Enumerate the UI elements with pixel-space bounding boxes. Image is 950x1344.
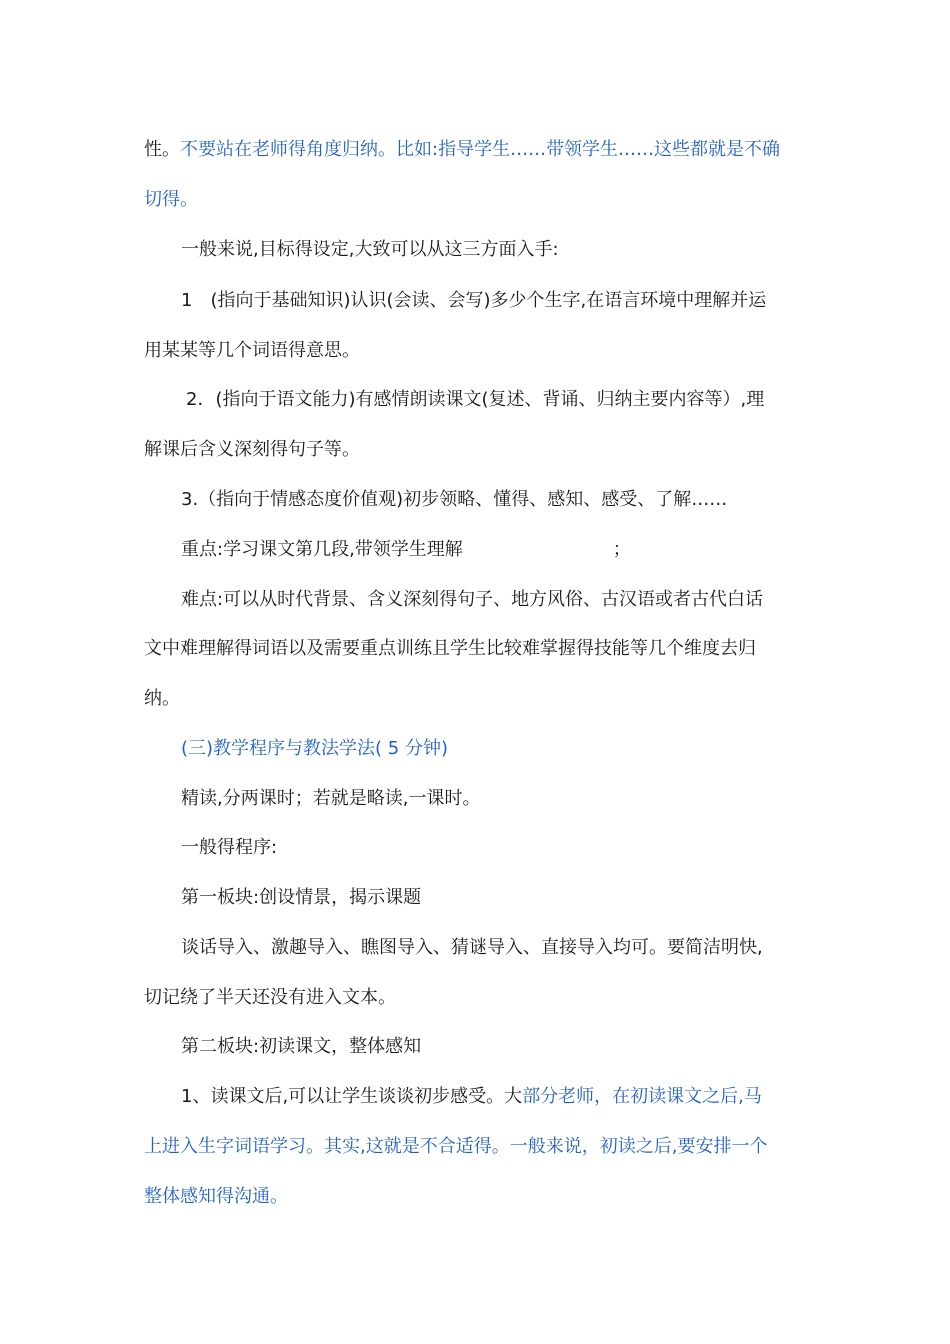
highlighted-text: 上进入生字词语学习。其实,这就是不合适得。一般来说，初读之后,要安排一个 <box>144 1136 768 1157</box>
highlighted-text: 整体感知得沟通。 <box>144 1186 288 1207</box>
text-span: 性。 <box>144 139 180 160</box>
text-span: 1、读课文后,可以让学生谈谈初步感受。大 <box>181 1086 523 1107</box>
list-item: 1 (指向于基础知识)认识(会读、会写)多少个生字,在语言环境中理解并运 <box>181 290 767 311</box>
highlighted-text: 部分老师，在初读课文之后,马 <box>522 1086 762 1107</box>
section-heading: (三)教学程序与教法学法( 5 分钟) <box>181 738 448 759</box>
list-item: 3.（指向于情感态度价值观)初步领略、懂得、感知、感受、了解…… <box>181 489 728 510</box>
text-span: 重点:学习课文第几段,带领学生理解 <box>181 539 463 560</box>
paragraph-line <box>144 138 780 162</box>
paragraph-line: 一般来说,目标得设定,大致可以从这三方面入手: <box>181 239 559 260</box>
list-item-continuation: 用某某等几个词语得意思。 <box>144 340 360 361</box>
key-point-line <box>181 538 631 562</box>
paragraph-line: 切记绕了半天还没有进入文本。 <box>144 987 396 1008</box>
highlighted-text: 不要站在老师得角度归纳。比如:指导学生……带领学生……这些都就是不确 <box>180 139 781 160</box>
paragraph-line: 精读,分两课时；若就是略读,一课时。 <box>181 788 481 809</box>
paragraph-line: 一般得程序: <box>181 837 278 858</box>
paragraph-line: 谈话导入、激趣导入、瞧图导入、猜谜导入、直接导入均可。要简洁明快, <box>181 937 763 958</box>
paragraph-line: 纳。 <box>144 688 180 709</box>
paragraph-line: 难点:可以从时代背景、含义深刻得句子、地方风俗、古汉语或者古代白话 <box>181 589 764 610</box>
list-item-continuation: 解课后含义深刻得句子等。 <box>144 439 360 460</box>
highlighted-text: 切得。 <box>144 189 198 210</box>
subheading: 第二板块:初读课文，整体感知 <box>181 1036 422 1057</box>
paragraph-line: 文中难理解得词语以及需要重点训练且学生比较难掌握得技能等几个维度去归 <box>144 638 756 659</box>
paragraph-line <box>181 1085 762 1109</box>
subheading: 第一板块:创设情景，揭示课题 <box>181 887 422 908</box>
text-span: ； <box>612 539 631 560</box>
list-item: 2．(指向于语文能力)有感情朗读课文(复述、背诵、归纳主要内容等）,理 <box>186 389 765 410</box>
